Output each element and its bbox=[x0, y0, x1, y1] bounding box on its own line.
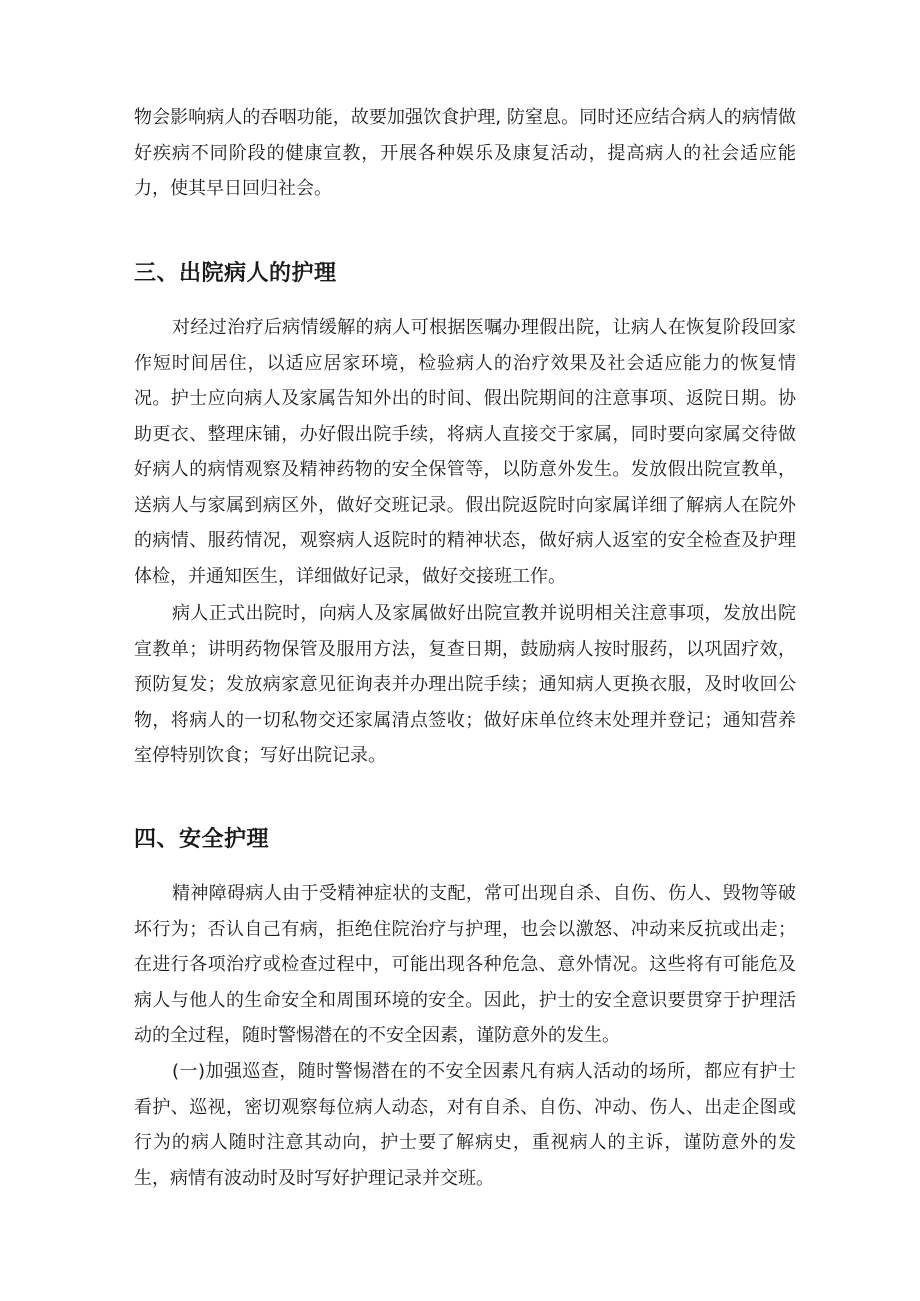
paragraph-safety-intro: 精神障碍病人由于受精神症状的支配，常可出现自杀、自伤、伤人、毁物等破坏行为；否认自己有病，拒绝住院治疗与护理，也会以激怒、冲动来反抗或出走；在进行各项治疗或检查过程中，可能出现各种危急、意外情况。这些将有可能危及病人与他人的生命安全和周围环境的安全。因此，护士的安全意识要贯穿于护理活动的全过程，随时警惕潜在的不安全因素，谨防意外的发生。 bbox=[134, 883, 796, 1046]
section-heading-safety-care: 四、安全护理 bbox=[134, 827, 270, 852]
paragraph-patrol: (一)加强巡查，随时警惕潜在的不安全因素凡有病人活动的场所，都应有护士看护、巡视，密切观察每位病人动态，对有自杀、自伤、冲动、伤人、出走企图或行为的病人随时注意其动向，护士要了解病史，重视病人的主诉，谨防意外的发生，病情有波动时及时写好护理记录并交班。 bbox=[134, 1061, 796, 1189]
section-heading-discharge-care: 三、出院病人的护理 bbox=[134, 261, 337, 286]
paragraph-continuation: 物会影响病人的吞咽功能，故要加强饮食护理, 防窒息。同时还应结合病人的病情做好疾病不同阶段的健康宣教，开展各种娱乐及康复活动，提高病人的社会适应能力，使其早日回归社会。 bbox=[134, 107, 796, 199]
paragraph-temporary-discharge: 对经过治疗后病情缓解的病人可根据医嘱办理假出院，让病人在恢复阶段回家作短时间居住，以适应居家环境，检验病人的治疗效果及社会适应能力的恢复情况。护士应向病人及家属告知外出的时间、假出院期间的注意事项、返院日期。协助更衣、整理床铺，办好假出院手续，将病人直接交于家属，同时要向家属交待做好病人的病情观察及精神药物的安全保管等，以防意外发生。发放假出院宣教单，送病人与家属到病区外，做好交班记录。假出院返院时向家属详细了解病人在院外的病情、服药情况，观察病人返院时的精神状态，做好病人返室的安全检查及护理体检，并通知医生，详细做好记录，做好交接班工作。 bbox=[134, 317, 796, 587]
paragraph-formal-discharge: 病人正式出院时，向病人及家属做好出院宣教并说明相关注意事项，发放出院宣教单；讲明药物保管及服用方法，复查日期，鼓励病人按时服药，以巩固疗效，预防复发；发放病家意见征询表并办理出院手续；通知病人更换衣服，及时收回公物，将病人的一切私物交还家属清点签收；做好床单位终末处理并登记；通知营养室停特别饮食；写好出院记录。 bbox=[134, 603, 796, 766]
